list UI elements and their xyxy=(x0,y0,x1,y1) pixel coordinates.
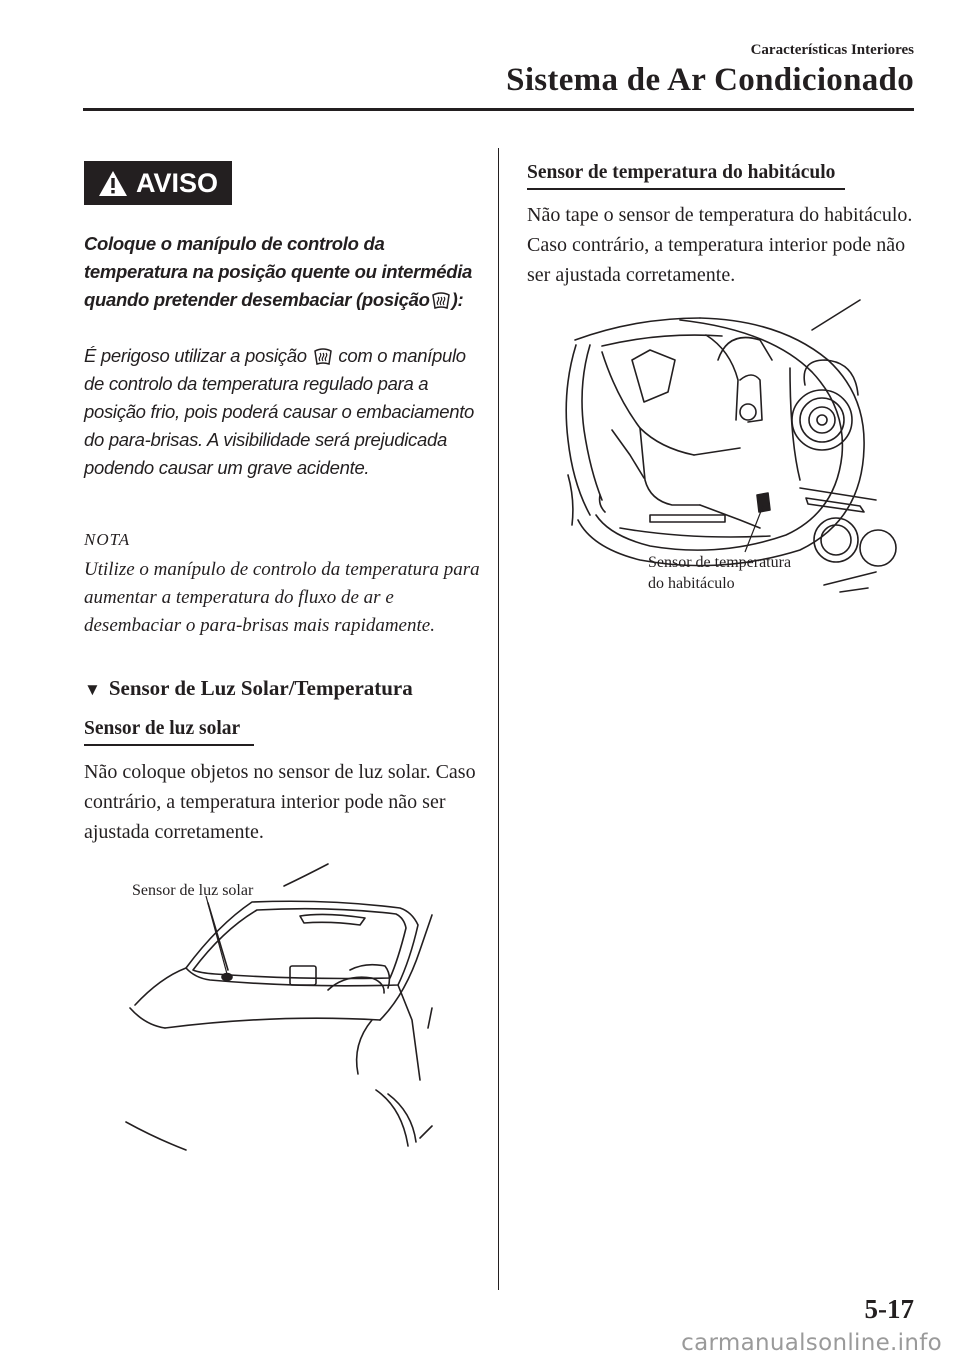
watermark: carmanualsonline.info xyxy=(681,1330,942,1356)
section-marker-icon: ▼ xyxy=(84,680,101,699)
warning-body-end: com o manípulo de controlo da temperatura regulado para a posição frio, pois poderá causar o embaciamento do para-brisas. A visibilidade será prejudicada podendo causar um grave acidente. xyxy=(84,345,475,478)
solar-sensor-figure-label: Sensor de luz solar xyxy=(132,882,254,899)
page-title: Sistema de Ar Condicionado xyxy=(506,62,914,98)
cabin-sensor-heading: Sensor de temperatura do habitáculo xyxy=(527,162,845,190)
cabin-sensor-label-line1: Sensor de temperatura xyxy=(648,554,792,571)
warning-title-text: Coloque o manípulo de controlo da temperatura na posição quente ou intermédia quando pretender desembaciar (posição xyxy=(84,233,473,310)
warning-title-end: ): xyxy=(451,289,464,310)
note-label: NOTA xyxy=(84,530,131,549)
note-text: Utilize o manípulo de controlo da temperatura para aumentar a temperatura do fluxo de ar e desembaciar o para-brisas mais rapidamente. xyxy=(84,559,480,636)
warning-body-start: É perigoso utilizar a posição xyxy=(84,345,307,366)
solar-sensor-text: Não coloque objetos no sensor de luz solar. Caso contrário, a temperatura interior pode não ser ajustada corretamente. xyxy=(84,761,476,843)
page-number: 5-17 xyxy=(864,1294,914,1324)
car-windshield-illustration xyxy=(126,864,432,1150)
dashboard-illustration xyxy=(566,300,896,592)
cabin-sensor-leader-line xyxy=(745,506,763,552)
solar-sensor-heading: Sensor de luz solar xyxy=(84,718,254,746)
cabin-sensor-text: Não tape o sensor de temperatura do habitáculo. Caso contrário, a temperatura interior pode não ser ajustada corretamente. xyxy=(527,204,913,286)
section-heading-text: Sensor de Luz Solar/Temperatura xyxy=(108,676,413,700)
cabin-sensor-label-line2: do habitáculo xyxy=(648,575,735,592)
warning-badge-label: AVISO xyxy=(135,167,218,198)
section-name: Características Interiores xyxy=(750,42,914,58)
